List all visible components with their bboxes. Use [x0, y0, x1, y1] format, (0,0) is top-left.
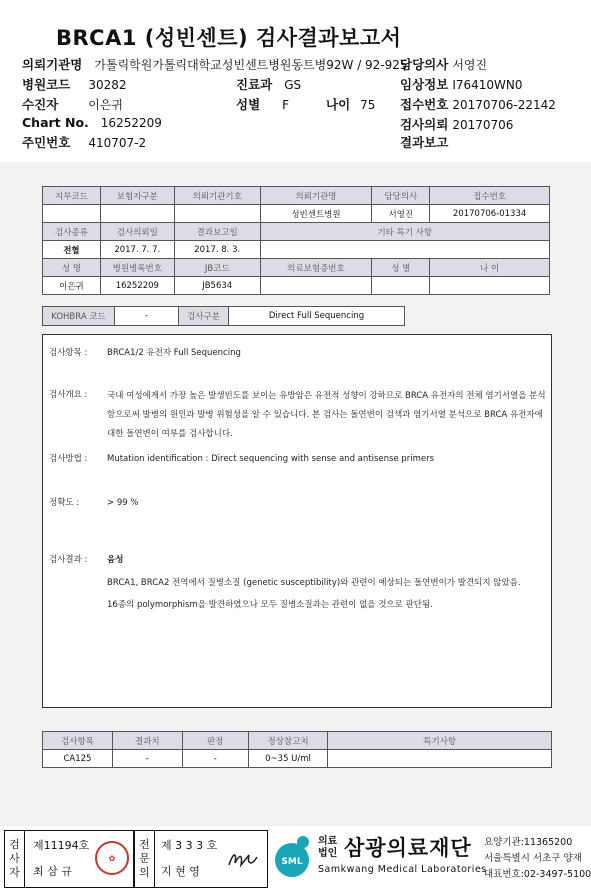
institution-value: 가톨릭학원가톨릭대학교성빈센트병원: [94, 58, 292, 72]
header-cell: 의뢰기관기호: [174, 187, 260, 205]
clinical-value: I76410WN0: [452, 78, 523, 92]
header-cell: JB코드: [174, 259, 260, 277]
examiner-license: 제11194호: [33, 839, 90, 852]
data-cell: 20170706-01334: [430, 205, 550, 223]
clinical-row: [400, 75, 523, 93]
receipt-label: 접수번호: [400, 97, 449, 112]
data-cell: [43, 205, 101, 223]
header-cell: 보험자구분: [100, 187, 174, 205]
data-cell: CA125: [43, 750, 113, 768]
test-type-value: Direct Full Sequencing: [229, 307, 405, 326]
resident-row: [22, 133, 146, 151]
results-table: [42, 731, 552, 768]
patient-label: 수진자: [22, 97, 59, 112]
request-label: 검사의뢰: [400, 117, 449, 132]
header-cell: 기타 특기 사항: [260, 223, 549, 241]
chart-row: [22, 115, 162, 130]
header-cell: 나 이: [430, 259, 550, 277]
data-cell: -: [112, 750, 182, 768]
data-cell: [328, 750, 552, 768]
method-label: 검사방법 :: [49, 454, 88, 464]
result-value: 음성: [107, 555, 124, 565]
header-cell: 성 명: [43, 259, 101, 277]
kohbra-code-label: KOHBRA 코드: [43, 307, 115, 326]
header-cell: 결과보고일: [174, 223, 260, 241]
data-cell: 16252209: [100, 277, 174, 295]
resident-value: 410707-2: [88, 136, 147, 150]
report-title: BRCA1 (성빈센트) 검사결과보고서: [56, 26, 402, 50]
method-text: Mutation identification : Direct sequencing with sense and antisense primers: [107, 454, 435, 464]
report-body: [42, 334, 552, 708]
header-cell: 판정: [182, 732, 248, 750]
overview-label: 검사개요 :: [49, 390, 88, 400]
header-cell: 병원병록번호: [100, 259, 174, 277]
resident-label: 주민번호: [22, 135, 71, 150]
sml-logo-icon: [272, 832, 312, 880]
examiner-box: [4, 830, 134, 888]
result-report-label: 결과보고: [400, 135, 449, 150]
data-cell: 이은귀: [43, 277, 101, 295]
doctor-row: [400, 55, 487, 73]
table-row: [43, 732, 552, 750]
header-cell: 접수번호: [430, 187, 550, 205]
brand-name: 삼광의료재단: [344, 836, 472, 860]
clinical-label: 임상정보: [400, 77, 449, 92]
test-item-label: 검사항목 :: [49, 348, 88, 358]
chart-label: Chart No.: [22, 115, 89, 130]
examiner-vertical-label: 검사자: [5, 831, 25, 887]
header-cell: 검사항목: [43, 732, 113, 750]
seal-icon: ✿: [95, 841, 129, 875]
dept-label: 진료과: [236, 77, 273, 92]
data-cell: 2017. 7. 7.: [100, 241, 174, 259]
table-row: [43, 259, 550, 277]
header-cell: 결과치: [112, 732, 182, 750]
specialist-vertical-label: 전문의: [135, 831, 155, 887]
phone: 대표번호:02-3497-5100: [484, 869, 591, 880]
data-cell: -: [182, 750, 248, 768]
accuracy-label: 정확도 :: [49, 498, 80, 508]
sex-value: F: [282, 98, 290, 112]
patient-value: 이은귀: [88, 98, 124, 112]
data-cell: 2017. 8. 3.: [174, 241, 260, 259]
table-row: [43, 205, 550, 223]
kohbra-table: [42, 306, 405, 326]
hospital-code-value: 30282: [88, 78, 127, 92]
header-cell: 담당의사: [372, 187, 430, 205]
table-row: [43, 187, 550, 205]
dept-value: GS: [284, 78, 302, 92]
data-cell: 전혈: [43, 241, 101, 259]
request-value: 20170706: [452, 118, 514, 132]
institution-label: 의뢰기관명: [22, 57, 83, 72]
doctor-label: 담당의사: [400, 57, 449, 72]
test-type-label: 검사구분: [179, 307, 229, 326]
table-row: [43, 223, 550, 241]
result-report-row: [400, 133, 448, 151]
result-label: 검사결과 :: [49, 555, 88, 565]
table-row: [43, 750, 552, 768]
chart-value: 16252209: [100, 116, 162, 130]
brand-english: Samkwang Medical Laboratories: [318, 864, 487, 875]
data-cell: [260, 241, 549, 259]
table-row: [43, 241, 550, 259]
header-cell: 특기사항: [328, 732, 552, 750]
sex-label: 성별: [236, 97, 261, 112]
header-cell: 의료보험증번호: [260, 259, 372, 277]
request-row: [400, 115, 513, 133]
specialist-license: 제 3 3 3 호: [161, 839, 218, 852]
header-cell: 검사종류: [43, 223, 101, 241]
data-cell: [260, 277, 372, 295]
examiner-name: 최 삼 규: [33, 865, 72, 878]
signature-icon: [225, 847, 261, 873]
brand-prefix: 의료 법인: [318, 836, 338, 859]
institution-row: [22, 55, 408, 73]
data-cell: [430, 277, 550, 295]
logo-text: SML: [281, 857, 303, 867]
table-row: [43, 307, 405, 326]
hospital-code-label: 병원코드: [22, 77, 71, 92]
hospital-code-row: [22, 75, 127, 93]
accuracy-value: > 99 %: [107, 498, 139, 508]
receipt-value: 20170706-22142: [452, 98, 556, 112]
data-cell: JB5634: [174, 277, 260, 295]
data-cell: [174, 205, 260, 223]
result-detail-1: BRCA1, BRCA2 전역에서 질병소질 (genetic susceptibility)와 관련이 예상되는 돌연변이가 발견되지 않았음.: [107, 578, 521, 588]
data-cell: [100, 205, 174, 223]
ward-value: 동트병92W / 92-925: [291, 58, 408, 72]
age-value: 75: [360, 98, 376, 112]
data-cell: 성빈센트병원: [260, 205, 372, 223]
dept-row: [236, 75, 301, 93]
header-cell: 의뢰기관명: [260, 187, 372, 205]
address: 서울특별시 서초구 양재: [484, 853, 582, 864]
header-cell: 성 별: [372, 259, 430, 277]
header-cell: 정상참고치: [248, 732, 328, 750]
header-cell: 검사의뢰일: [100, 223, 174, 241]
sex-row: [236, 95, 289, 113]
specialist-box: [134, 830, 268, 888]
result-detail-2: 16종의 polymorphism을 발견하였으나 모두 질병소질과는 관련이 없을 것으로 판단됨.: [107, 600, 433, 610]
data-cell: 서영진: [372, 205, 430, 223]
kohbra-code-value: -: [115, 307, 179, 326]
age-label: 나이: [326, 97, 351, 112]
specialist-name: 지 현 영: [161, 865, 200, 878]
header-cell: 지부코드: [43, 187, 101, 205]
footer: [0, 826, 591, 896]
doctor-value: 서영진: [452, 58, 488, 72]
table-row: [43, 277, 550, 295]
institution-code: 요양기관:11365200: [484, 837, 573, 848]
data-cell: 0~35 U/ml: [248, 750, 328, 768]
data-cell: [372, 277, 430, 295]
test-item-value: BRCA1/2 유전자 Full Sequencing: [107, 348, 241, 358]
overview-text: 국내 여성에게서 가장 높은 발생빈도를 보이는 유방암은 유전적 성향이 강하므로 BRCA 유전자의 전체 염기서열을 분석함으로써 발병의 원인과 발병 위험성을 알 수 있습니다. 본 검사는 돌연변이 검색과 염기서열 분석으로 BRCA 유전자에 대한 돌연변이 여부를 검사합니다.: [107, 391, 546, 439]
receipt-row: [400, 95, 556, 113]
age-row: [326, 95, 375, 113]
patient-row: [22, 95, 123, 113]
request-info-table: [42, 186, 550, 295]
